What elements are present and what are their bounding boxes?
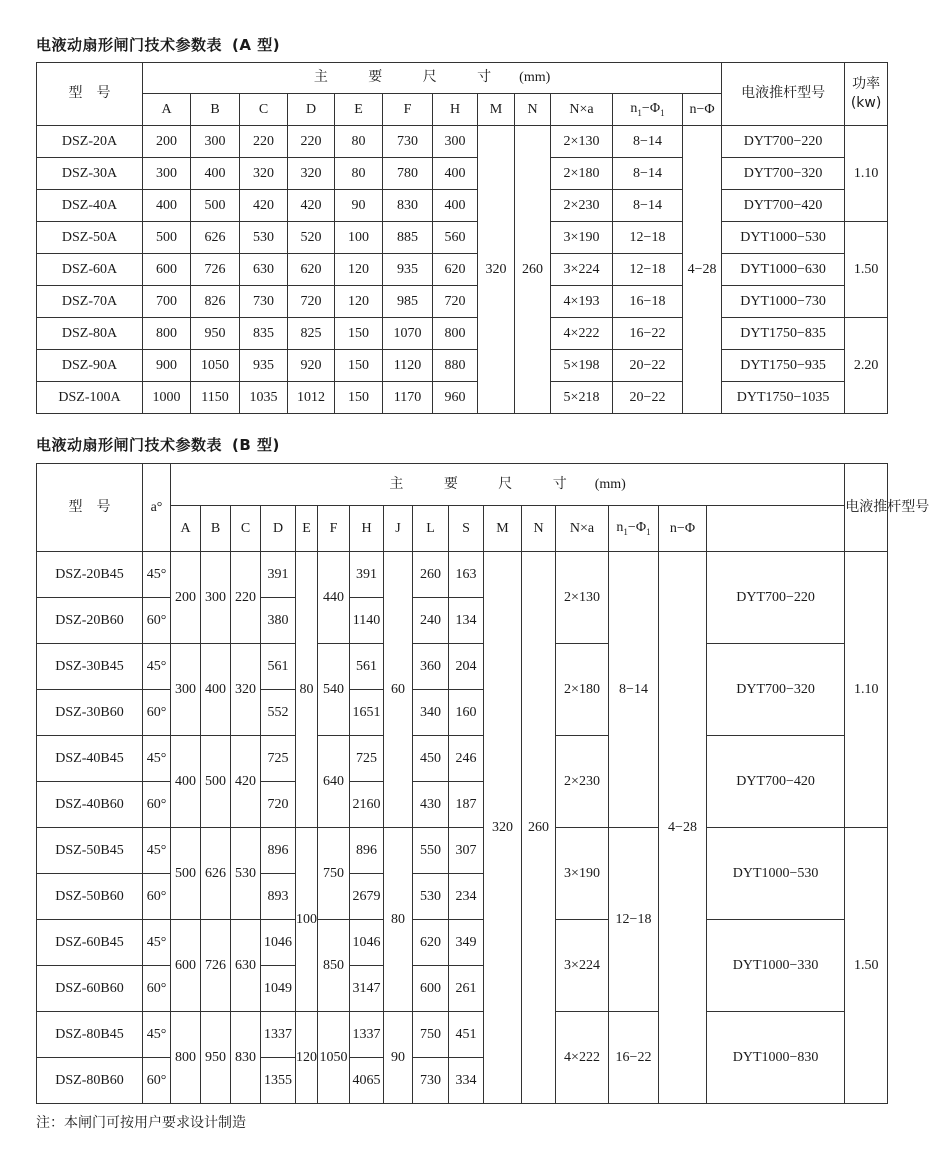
cell-nxa: 4×222 (551, 318, 613, 350)
cell-nxa: 3×190 (556, 828, 609, 920)
cell-d: 1355 (261, 1058, 296, 1104)
cell-b: 726 (191, 254, 240, 286)
cell-a: 200 (171, 552, 201, 644)
cell-d: 825 (288, 318, 335, 350)
cell-angle: 60° (143, 690, 171, 736)
cell-e: 80 (296, 552, 318, 828)
cell-b: 950 (201, 1012, 231, 1104)
cell-nxa: 4×222 (556, 1012, 609, 1104)
cell-b: 626 (201, 828, 231, 920)
cell-b: 400 (191, 158, 240, 190)
cell-c: 320 (231, 644, 261, 736)
cell-c: 835 (240, 318, 288, 350)
header-c: C (231, 506, 261, 552)
cell-n1-phi1: 12−18 (613, 254, 683, 286)
table-b (36, 463, 929, 1104)
header-e: E (296, 506, 318, 552)
table-row (37, 254, 888, 286)
cell-actuator: DYT1000−830 (707, 1012, 845, 1104)
header-unit: (mm) (519, 70, 551, 86)
cell-c: 1035 (240, 382, 288, 414)
cell-actuator: DYT700−320 (707, 644, 845, 736)
cell-e: 120 (296, 1012, 318, 1104)
cell-c: 530 (240, 222, 288, 254)
cell-a: 1000 (143, 382, 191, 414)
cell-nxa: 4×193 (551, 286, 613, 318)
cell-actuator: DYT1000−530 (722, 222, 845, 254)
cell-a: 300 (171, 644, 201, 736)
table-b-type-label: (B 型) (232, 436, 280, 454)
cell-c: 530 (231, 828, 261, 920)
cell-l: 450 (413, 736, 449, 782)
cell-h: 1337 (350, 1012, 384, 1058)
cell-h: 1651 (350, 690, 384, 736)
header-a: A (171, 506, 201, 552)
cell-s: 160 (449, 690, 484, 736)
cell-d: 1049 (261, 966, 296, 1012)
cell-angle: 60° (143, 1058, 171, 1104)
header-m: M (484, 506, 522, 552)
cell-n1-phi1: 16−22 (613, 318, 683, 350)
header-l: L (413, 506, 449, 552)
header-power-label: 功率 (852, 76, 881, 93)
cell-c: 935 (240, 350, 288, 382)
cell-b: 726 (201, 920, 231, 1012)
header-main-dims (143, 63, 722, 94)
header-h: H (433, 94, 478, 126)
header-nxa: N×a (551, 94, 613, 126)
cell-h: 391 (350, 552, 384, 598)
cell-model: DSZ-20A (37, 126, 143, 158)
cell-f: 780 (383, 158, 433, 190)
cell-h: 1140 (350, 598, 384, 644)
cell-l: 530 (413, 874, 449, 920)
cell-power: 1.50 (845, 222, 888, 318)
cell-j: 60 (384, 552, 413, 828)
cell-model: DSZ-40A (37, 190, 143, 222)
table-b-header-row-1 (37, 464, 888, 506)
cell-b: 626 (191, 222, 240, 254)
cell-nxa: 2×180 (551, 158, 613, 190)
cell-f: 1120 (383, 350, 433, 382)
cell-c: 220 (240, 126, 288, 158)
cell-s: 261 (449, 966, 484, 1012)
cell-model: DSZ-30A (37, 158, 143, 190)
cell-l: 360 (413, 644, 449, 690)
cell-h: 2160 (350, 782, 384, 828)
cell-a: 700 (143, 286, 191, 318)
header-nxa: N×a (556, 506, 609, 552)
table-a-header-row-1 (37, 63, 888, 94)
cell-e: 150 (335, 318, 383, 350)
cell-n1-phi1: 8−14 (609, 552, 659, 828)
cell-model: DSZ-30B60 (37, 690, 143, 736)
header-n1-phi1: $n_1-\Phi_1$ (613, 94, 683, 126)
cell-d: 725 (261, 736, 296, 782)
header-e: E (335, 94, 383, 126)
table-row (37, 222, 888, 254)
cell-f: 935 (383, 254, 433, 286)
header-actuator: 电液推杆型号 (845, 464, 888, 552)
cell-j: 80 (384, 828, 413, 1012)
cell-s: 349 (449, 920, 484, 966)
cell-s: 246 (449, 736, 484, 782)
cell-nxa: 2×130 (551, 126, 613, 158)
cell-model: DSZ-40B45 (37, 736, 143, 782)
header-main-dims-label: 主 要 尺 寸 (313, 69, 510, 86)
cell-model: DSZ-50B60 (37, 874, 143, 920)
table-row (37, 350, 888, 382)
header-c: C (240, 94, 288, 126)
header-angle: a° (143, 464, 171, 552)
cell-angle: 45° (143, 920, 171, 966)
cell-nxa: 5×218 (551, 382, 613, 414)
cell-actuator: DYT1000−530 (707, 828, 845, 920)
cell-h: 3147 (350, 966, 384, 1012)
cell-angle: 60° (143, 598, 171, 644)
cell-e: 150 (335, 382, 383, 414)
header-model: 型 号 (37, 464, 143, 552)
header-h: H (350, 506, 384, 552)
cell-actuator: DYT1750−1035 (722, 382, 845, 414)
cell-d: 520 (288, 222, 335, 254)
cell-s: 187 (449, 782, 484, 828)
cell-power: 1.10 (845, 552, 888, 828)
cell-a: 500 (171, 828, 201, 920)
cell-h: 560 (433, 222, 478, 254)
header-b: B (191, 94, 240, 126)
cell-h: 896 (350, 828, 384, 874)
cell-h: 1046 (350, 920, 384, 966)
table-row (37, 1012, 888, 1058)
cell-d: 391 (261, 552, 296, 598)
table-a (36, 62, 888, 414)
cell-f: 985 (383, 286, 433, 318)
cell-h: 300 (433, 126, 478, 158)
cell-d: 1046 (261, 920, 296, 966)
cell-nxa: 2×180 (556, 644, 609, 736)
cell-e: 100 (335, 222, 383, 254)
cell-n1-phi1: 8−14 (613, 158, 683, 190)
cell-n1-phi1: 16−18 (613, 286, 683, 318)
header-power-unit: (kw) (850, 95, 882, 111)
cell-actuator: DYT700−220 (722, 126, 845, 158)
cell-d: 561 (261, 644, 296, 690)
cell-e: 80 (335, 158, 383, 190)
cell-b: 826 (191, 286, 240, 318)
cell-actuator: DYT700−420 (707, 736, 845, 828)
cell-d: 420 (288, 190, 335, 222)
cell-angle: 45° (143, 736, 171, 782)
cell-n1-phi1: 8−14 (613, 190, 683, 222)
cell-nxa: 5×198 (551, 350, 613, 382)
cell-c: 420 (240, 190, 288, 222)
header-f: F (383, 94, 433, 126)
header-unit: (mm) (594, 476, 626, 492)
header-main-dims-label: 主 要 尺 寸 (389, 475, 585, 492)
cell-model: DSZ-60B45 (37, 920, 143, 966)
cell-d: 1012 (288, 382, 335, 414)
cell-d: 220 (288, 126, 335, 158)
header-n: N (522, 506, 556, 552)
cell-model: DSZ-70A (37, 286, 143, 318)
cell-s: 451 (449, 1012, 484, 1058)
cell-h: 4065 (350, 1058, 384, 1104)
cell-c: 220 (231, 552, 261, 644)
cell-a: 800 (171, 1012, 201, 1104)
table-a-type-label: (A 型) (232, 36, 281, 54)
table-row (37, 158, 888, 190)
cell-b: 300 (191, 126, 240, 158)
cell-l: 240 (413, 598, 449, 644)
cell-f: 730 (383, 126, 433, 158)
table-b-title (36, 434, 280, 455)
cell-s: 163 (449, 552, 484, 598)
cell-e: 90 (335, 190, 383, 222)
cell-h: 960 (433, 382, 478, 414)
cell-a: 900 (143, 350, 191, 382)
table-row (37, 190, 888, 222)
cell-n1-phi1: 8−14 (613, 126, 683, 158)
cell-power: 1.50 (845, 828, 888, 1104)
cell-n: 260 (522, 552, 556, 1104)
cell-model: DSZ-60B60 (37, 966, 143, 1012)
cell-model: DSZ-50A (37, 222, 143, 254)
cell-a: 600 (143, 254, 191, 286)
cell-d: 380 (261, 598, 296, 644)
cell-actuator: DYT1000−330 (707, 920, 845, 1012)
cell-n1-phi1: 12−18 (609, 828, 659, 1012)
table-a-title (36, 34, 280, 55)
cell-h: 400 (433, 158, 478, 190)
cell-model: DSZ-80A (37, 318, 143, 350)
footnote: 注：本闸门可按用户要求设计制造 (36, 1115, 246, 1131)
cell-c: 420 (231, 736, 261, 828)
cell-a: 300 (143, 158, 191, 190)
cell-a: 400 (171, 736, 201, 828)
cell-m: 320 (478, 126, 515, 414)
table-row (37, 318, 888, 350)
cell-d: 920 (288, 350, 335, 382)
cell-l: 620 (413, 920, 449, 966)
cell-l: 430 (413, 782, 449, 828)
table-row (37, 126, 888, 158)
cell-d: 720 (261, 782, 296, 828)
header-n-phi: n−Φ (659, 506, 707, 552)
cell-angle: 60° (143, 782, 171, 828)
cell-h: 720 (433, 286, 478, 318)
table-row (37, 382, 888, 414)
header-main-dims (171, 464, 845, 506)
header-j: J (384, 506, 413, 552)
cell-b: 1150 (191, 382, 240, 414)
cell-s: 234 (449, 874, 484, 920)
table-row (37, 644, 888, 690)
cell-actuator: DYT700−220 (707, 552, 845, 644)
cell-f: 440 (318, 552, 350, 644)
cell-n: 260 (515, 126, 551, 414)
cell-model: DSZ-80B45 (37, 1012, 143, 1058)
cell-f: 850 (318, 920, 350, 1012)
header-n-phi: n−Φ (683, 94, 722, 126)
table-row (37, 736, 888, 782)
cell-actuator: DYT1750−935 (722, 350, 845, 382)
cell-model: DSZ-20B45 (37, 552, 143, 598)
cell-h: 2679 (350, 874, 384, 920)
header-power (845, 63, 888, 126)
cell-d: 620 (288, 254, 335, 286)
cell-b: 950 (191, 318, 240, 350)
cell-f: 885 (383, 222, 433, 254)
cell-e: 120 (335, 286, 383, 318)
cell-nxa: 3×224 (551, 254, 613, 286)
cell-a: 200 (143, 126, 191, 158)
table-row (37, 286, 888, 318)
cell-f: 540 (318, 644, 350, 736)
cell-h: 561 (350, 644, 384, 690)
cell-e: 150 (335, 350, 383, 382)
cell-actuator: DYT1000−730 (722, 286, 845, 318)
cell-actuator: DYT1750−835 (722, 318, 845, 350)
table-b-title-text: 电液动扇形闸门技术参数表 (36, 436, 223, 454)
cell-model: DSZ-20B60 (37, 598, 143, 644)
cell-a: 800 (143, 318, 191, 350)
header-a: A (143, 94, 191, 126)
header-model: 型 号 (37, 63, 143, 126)
cell-nxa: 3×190 (551, 222, 613, 254)
header-actuator: 电液推杆型号 (722, 63, 845, 126)
cell-model: DSZ-30B45 (37, 644, 143, 690)
cell-c: 630 (240, 254, 288, 286)
table-row (37, 920, 888, 966)
cell-l: 340 (413, 690, 449, 736)
cell-s: 307 (449, 828, 484, 874)
cell-model: DSZ-40B60 (37, 782, 143, 828)
cell-b: 1050 (191, 350, 240, 382)
cell-f: 1070 (383, 318, 433, 350)
cell-actuator: DYT1000−630 (722, 254, 845, 286)
cell-nxa: 2×230 (556, 736, 609, 828)
cell-l: 600 (413, 966, 449, 1012)
cell-nxa: 3×224 (556, 920, 609, 1012)
cell-angle: 45° (143, 644, 171, 690)
cell-d: 1337 (261, 1012, 296, 1058)
cell-a: 600 (171, 920, 201, 1012)
cell-nxa: 2×130 (556, 552, 609, 644)
cell-e: 120 (335, 254, 383, 286)
cell-c: 630 (231, 920, 261, 1012)
cell-model: DSZ-60A (37, 254, 143, 286)
header-d: D (261, 506, 296, 552)
cell-b: 400 (201, 644, 231, 736)
cell-b: 500 (191, 190, 240, 222)
cell-model: DSZ-90A (37, 350, 143, 382)
cell-s: 204 (449, 644, 484, 690)
cell-h: 725 (350, 736, 384, 782)
cell-n1-phi1: 20−22 (613, 382, 683, 414)
cell-l: 730 (413, 1058, 449, 1104)
header-f: F (318, 506, 350, 552)
header-s: S (449, 506, 484, 552)
cell-f: 830 (383, 190, 433, 222)
header-b: B (201, 506, 231, 552)
cell-actuator: DYT700−420 (722, 190, 845, 222)
cell-model: DSZ-50B45 (37, 828, 143, 874)
cell-l: 260 (413, 552, 449, 598)
cell-n1-phi1: 20−22 (613, 350, 683, 382)
cell-n-phi: 4−28 (683, 126, 722, 414)
cell-angle: 45° (143, 552, 171, 598)
cell-l: 750 (413, 1012, 449, 1058)
cell-nxa: 2×230 (551, 190, 613, 222)
cell-c: 730 (240, 286, 288, 318)
cell-n1-phi1: 12−18 (613, 222, 683, 254)
cell-m: 320 (484, 552, 522, 1104)
cell-s: 334 (449, 1058, 484, 1104)
cell-h: 800 (433, 318, 478, 350)
cell-n-phi: 4−28 (659, 552, 707, 1104)
cell-b: 300 (201, 552, 231, 644)
cell-f: 1170 (383, 382, 433, 414)
cell-c: 320 (240, 158, 288, 190)
cell-angle: 60° (143, 874, 171, 920)
cell-power: 2.20 (845, 318, 888, 414)
cell-f: 1050 (318, 1012, 350, 1104)
cell-e: 100 (296, 828, 318, 1012)
header-m: M (478, 94, 515, 126)
cell-model: DSZ-100A (37, 382, 143, 414)
cell-e: 80 (335, 126, 383, 158)
table-a-title-text: 电液动扇形闸门技术参数表 (36, 36, 223, 54)
cell-s: 134 (449, 598, 484, 644)
cell-angle: 45° (143, 1012, 171, 1058)
header-n: N (515, 94, 551, 126)
cell-model: DSZ-80B60 (37, 1058, 143, 1104)
cell-d: 896 (261, 828, 296, 874)
cell-h: 620 (433, 254, 478, 286)
cell-actuator: DYT700−320 (722, 158, 845, 190)
cell-h: 400 (433, 190, 478, 222)
cell-angle: 45° (143, 828, 171, 874)
cell-angle: 60° (143, 966, 171, 1012)
cell-j: 90 (384, 1012, 413, 1104)
cell-f: 750 (318, 828, 350, 920)
table-row (37, 828, 888, 874)
cell-d: 720 (288, 286, 335, 318)
cell-power: 1.10 (845, 126, 888, 222)
header-d: D (288, 94, 335, 126)
header-n1-phi1: $n_1-\Phi_1$ (609, 506, 659, 552)
cell-d: 552 (261, 690, 296, 736)
cell-d: 320 (288, 158, 335, 190)
cell-a: 500 (143, 222, 191, 254)
cell-d: 893 (261, 874, 296, 920)
cell-f: 640 (318, 736, 350, 828)
cell-a: 400 (143, 190, 191, 222)
cell-h: 880 (433, 350, 478, 382)
cell-b: 500 (201, 736, 231, 828)
cell-n1-phi1: 16−22 (609, 1012, 659, 1104)
cell-l: 550 (413, 828, 449, 874)
table-row (37, 552, 888, 598)
cell-c: 830 (231, 1012, 261, 1104)
